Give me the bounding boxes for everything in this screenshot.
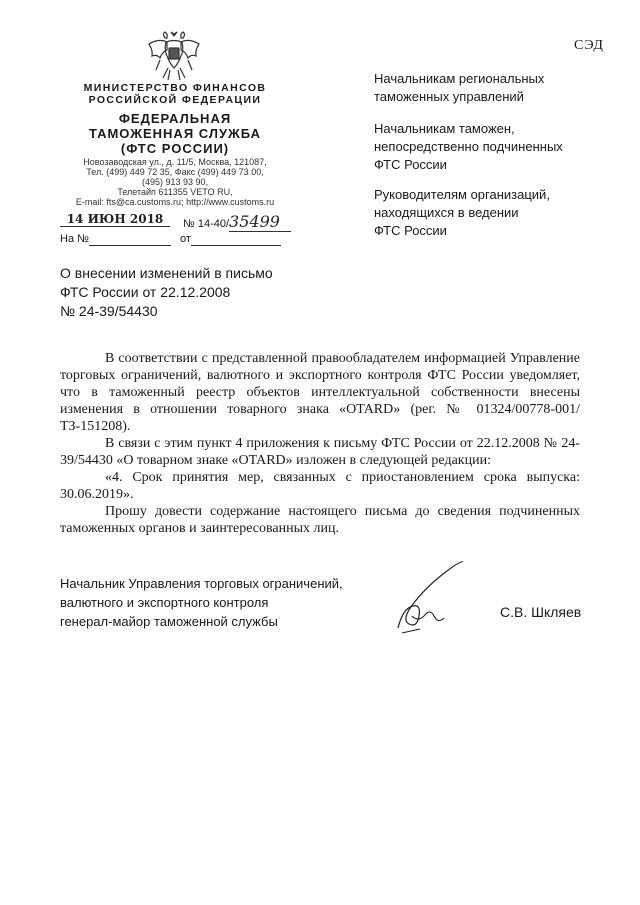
registration-number-handwritten: 35499 (229, 212, 280, 231)
body-paragraph: В соответствии с представленной правообладателем информацией Управление торговых ограничений, валютного и экспортного контроля ФТС России уведомляет, что в таможенный реестр объектов интеллектуальной собственности внесены изменения в отношении товарного знака «OTARD» (рег. № 01324/00778-001/ТЗ-151208). (60, 351, 580, 434)
signatory-position: Начальник Управления торговых ограничений, валютного и экспортного контроля генерал-майор таможенной службы (60, 576, 343, 629)
coat-of-arms-emblem (146, 30, 202, 82)
body-paragraph: «4. Срок принятия мер, связанных с приостановлением срока выпуска: 30.06.2019». (60, 470, 580, 502)
signatory-name: С.В. Шкляев (500, 604, 582, 620)
addressee-organizations: Руководителям организаций, находящихся в ведении ФТС России (374, 187, 550, 238)
reference-date-line: от (180, 233, 281, 246)
sed-mark: СЭД (574, 38, 604, 53)
letter-subject: О внесении изменений в письмо ФТС России от 22.12.2008 № 24-39/54430 (60, 265, 273, 319)
addressee-regional: Начальникам региональных таможенных управлений (374, 71, 545, 104)
handwritten-signature (388, 558, 488, 644)
reference-line: На № (60, 233, 171, 246)
body-paragraph: В связи с этим пункт 4 приложения к письму ФТС России от 22.12.2008 № 24-39/54430 «О товарном знаке «OTARD» изложен в следующей редакции: (60, 436, 580, 468)
registration-number-line: № 14-40/35499 (183, 212, 291, 232)
letter-body (60, 350, 580, 537)
ministry-name: МИНИСТЕРСТВО ФИНАНСОВ РОССИЙСКОЙ ФЕДЕРАЦИИ (83, 82, 267, 106)
addressee-customs: Начальникам таможен, непосредственно подчиненных ФТС России (374, 121, 563, 172)
service-name: ФЕДЕРАЛЬНАЯ ТАМОЖЕННАЯ СЛУЖБА (ФТС РОССИИ) (88, 111, 262, 156)
body-paragraph: Прошу довести содержание настоящего письма до сведения подчиненных таможенных органов и заинтересованных лиц. (60, 504, 580, 536)
service-address: Новозаводская ул., д. 11/5, Москва, 121087, Тел. (499) 449 72 35, Факс (499) 449 73 00, (495) 913 93 90, Телетайп 611355 VETO RU, E-mail: fts@ca.customs.ru; http://www.customs.ru (75, 157, 275, 207)
registration-date-stamp: 14 ИЮН 2018 (66, 212, 164, 226)
registration-date-line (60, 212, 170, 227)
